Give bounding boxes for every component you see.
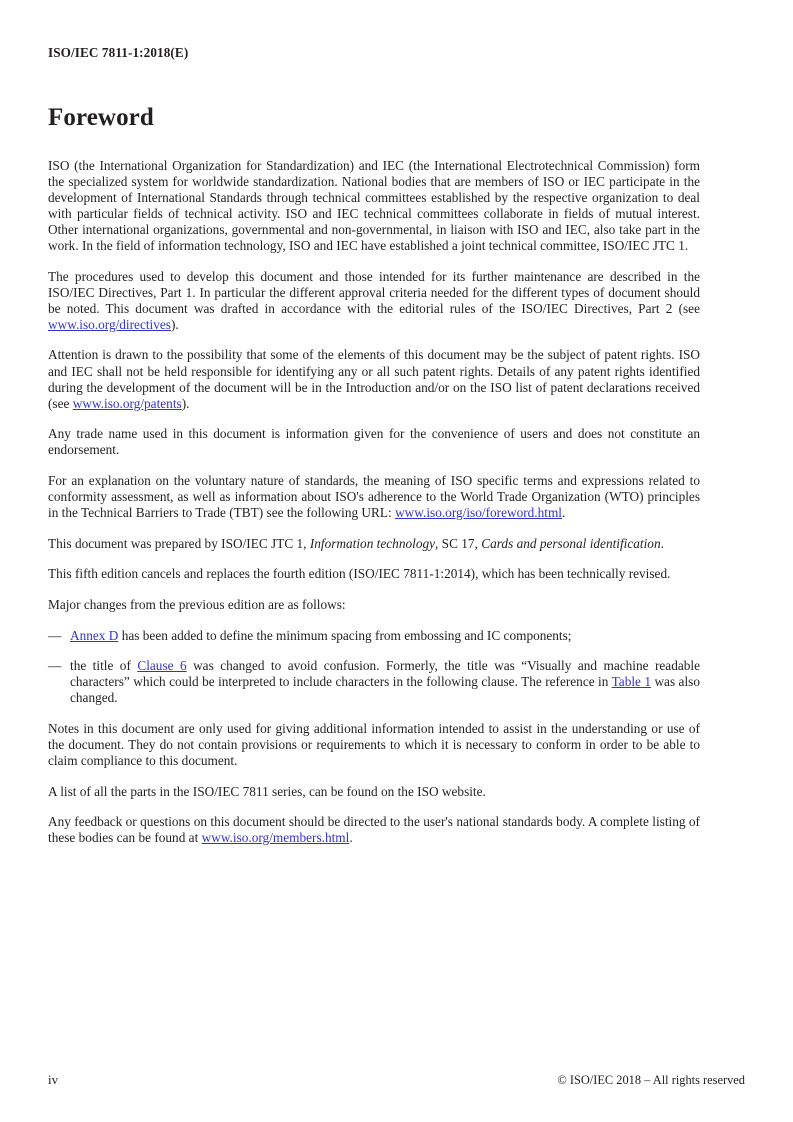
prepared-by-tail: . — [660, 535, 664, 551]
link-iso-foreword[interactable]: www.iso.org/iso/foreword.html — [395, 505, 563, 521]
prepared-by-middle: , SC 17, — [435, 535, 482, 551]
paragraph-directives-text: The procedures used to develop this document and those intended for its further maintenance are described in the ISO/IEC Directives, Part 1. In particular the different approval criteria needed for the different types of document should be noted. This document was drafted in accordance with the editorial rules of the ISO/IEC Directives, Part 2 (see — [48, 268, 700, 316]
list-item-text — [70, 628, 700, 644]
paragraph-prepared-by — [48, 536, 700, 552]
committee-name-jtc1: Information technology — [309, 535, 436, 551]
paragraph-major-changes-intro: Major changes from the previous edition are as follows: — [48, 596, 346, 612]
list-item — [48, 658, 700, 706]
paragraph-patent-rights-tail: ). — [181, 395, 190, 411]
link-table-1[interactable]: Table 1 — [611, 674, 652, 690]
paragraph-scope-of-iso-iec: ISO (the International Organization for Standardization) and IEC (the International Electrotechnical Commission) form the specialized system for worldwide standardization. National bodies that are members of ISO or IEC participate in the development of International Standards through technical committees established by the respective organization to deal with particular fields of technical activity. ISO and IEC technical committees collaborate in fields of mutual interest. Other international organizations, governmental and non-governmental, in liaison with ISO and IEC, also take part in the work. In the field of information technology, ISO and IEC have established a joint technical committee, ISO/IEC JTC 1. — [48, 157, 700, 253]
copyright-notice: © ISO/IEC 2018 – All rights reserved — [557, 1073, 745, 1087]
link-iso-members[interactable]: www.iso.org/members.html — [201, 830, 350, 846]
list-item-1-tail: was also changed. — [70, 674, 700, 706]
committee-name-sc17: Cards and personal identification — [481, 535, 661, 551]
paragraph-patent-rights-text: Attention is drawn to the possibility that some of the elements of this document may be the subject of patent rights. ISO and IEC shall not be held responsible for identifying any or all such patent rights. Details of any patent rights identified during the development of the document will be in the Introduction and/or on the ISO list of patent declarations received (see — [48, 347, 700, 411]
link-iso-directives[interactable]: www.iso.org/directives — [48, 316, 171, 332]
paragraph-voluntary-nature — [48, 473, 700, 521]
page-content — [48, 104, 700, 847]
paragraph-feedback-tail: . — [349, 830, 353, 846]
page-number: iv — [48, 1072, 59, 1087]
paragraph-directives — [48, 269, 700, 333]
page-footer — [48, 1072, 745, 1088]
link-clause-6[interactable]: Clause 6 — [137, 658, 187, 674]
list-item-1-lead: the title of — [70, 658, 138, 674]
paragraph-series-parts: A list of all the parts in the ISO/IEC 7811 series, can be found on the ISO website. — [48, 783, 486, 799]
paragraph-notes-usage: Notes in this document are only used for giving additional information intended to assist in the understanding or use of the document. They do not contain provisions or requirements to which it is necessary to conform in order to be able to claim compliance to this document. — [48, 720, 700, 769]
paragraph-voluntary-nature-tail: . — [562, 505, 566, 521]
list-item — [48, 628, 700, 644]
list-item-1-middle: was changed to avoid confusion. Formerly, the title was “Visually and machine readable characters” which could be interpreted to include characters in the following clause. The reference in — [70, 658, 700, 690]
list-item-text — [70, 658, 700, 706]
running-head: ISO/IEC 7811-1:2018(E) — [48, 45, 189, 60]
link-iso-patents[interactable]: www.iso.org/patents — [72, 395, 182, 411]
paragraph-trade-name: Any trade name used in this document is information given for the convenience of users and does not constitute an endorsement. — [48, 426, 700, 458]
em-dash-marker: — — [48, 627, 62, 643]
prepared-by-lead: This document was prepared by ISO/IEC JTC 1, — [48, 535, 310, 551]
paragraph-voluntary-nature-text: For an explanation on the voluntary nature of standards, the meaning of ISO specific terms and expressions related to conformity assessment, as well as information about ISO's adherence to the World Trade Organization (WTO) principles in the Technical Barriers to Trade (TBT) see the following URL: — [48, 473, 700, 521]
link-annex-d[interactable]: Annex D — [70, 627, 119, 643]
page-title: Foreword — [48, 104, 154, 131]
paragraph-edition-statement: This fifth edition cancels and replaces the fourth edition (ISO/IEC 7811-1:2014), which has been technically revised. — [48, 566, 671, 582]
list-item-0-tail: has been added to define the minimum spacing from embossing and IC components; — [118, 627, 572, 643]
paragraph-feedback — [48, 814, 700, 846]
paragraph-feedback-text: Any feedback or questions on this document should be directed to the user's national standards body. A complete listing of these bodies can be found at — [48, 814, 700, 846]
paragraph-patent-rights — [48, 347, 700, 411]
paragraph-directives-tail: ). — [170, 316, 179, 332]
em-dash-marker: — — [48, 658, 62, 674]
